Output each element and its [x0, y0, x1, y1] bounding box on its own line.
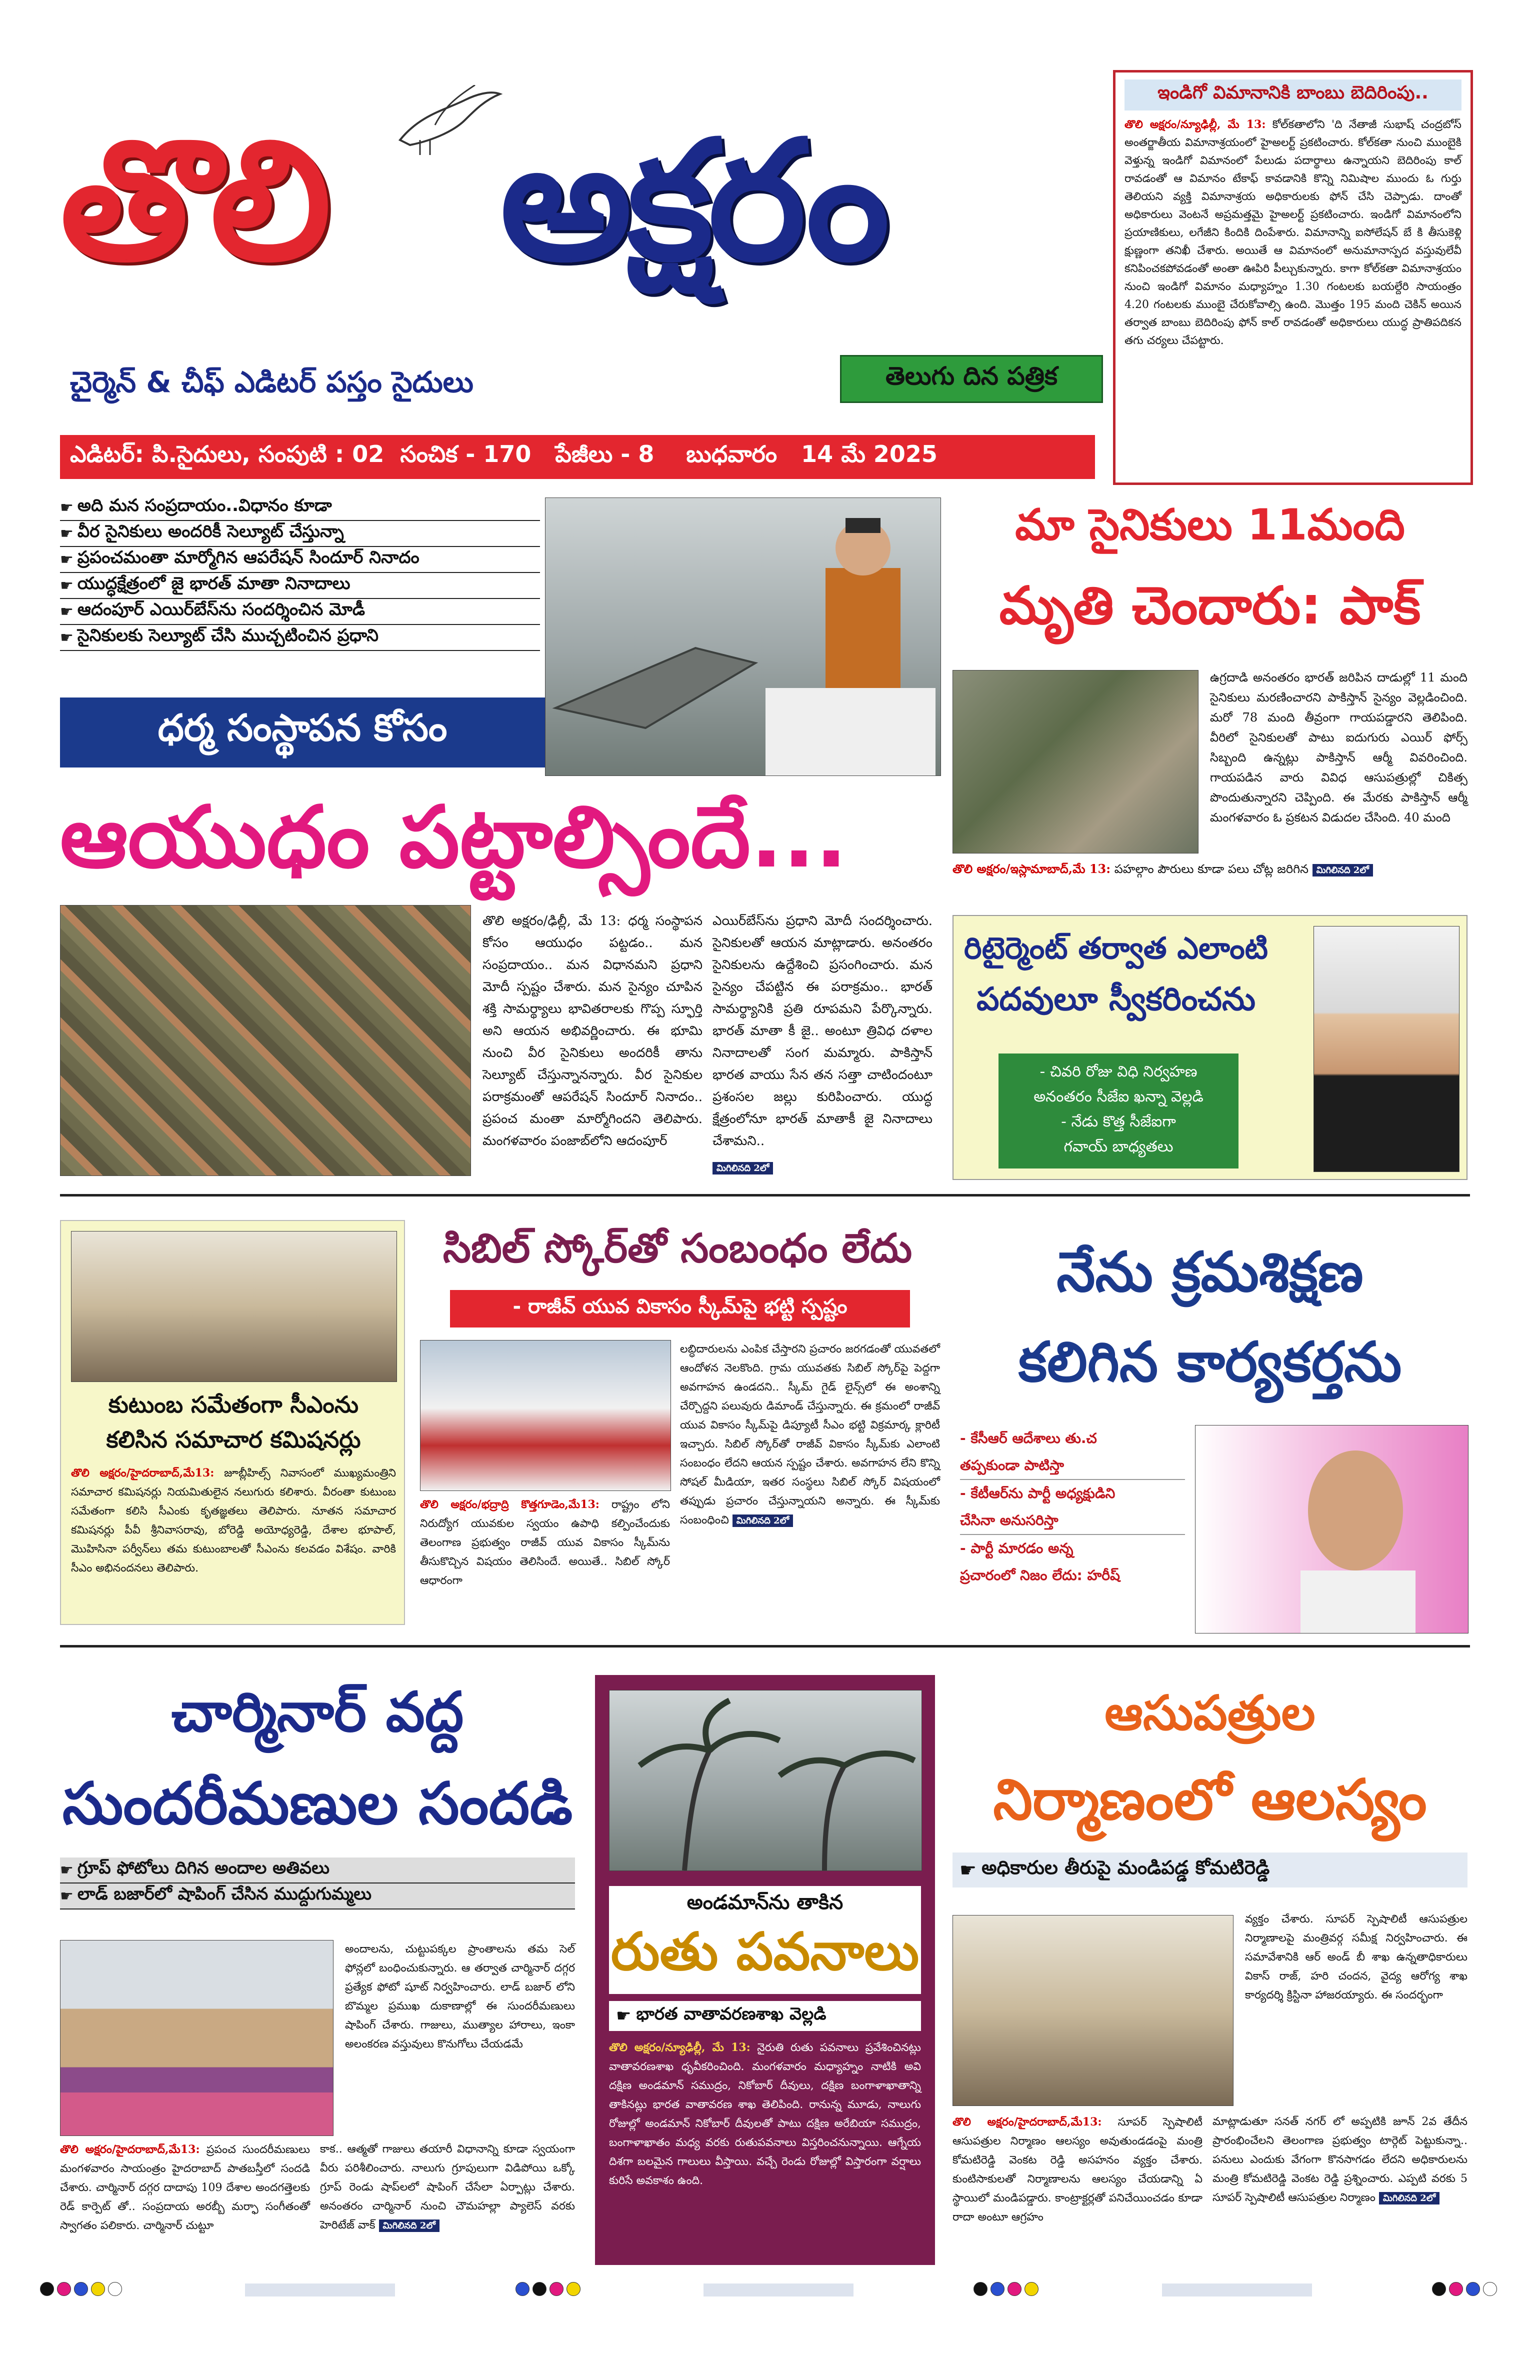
- monsoon-sub: ☛ భారత వాతావరణశాఖ వెల్లడి: [609, 2001, 921, 2031]
- charminar-bullets: [60, 1858, 575, 1910]
- issue-info-bar: ఎడిటర్: పి.సైదులు, సంపుటి : 02 సంచిక - 170 పేజీలు - 8 బుధవారం 14 మే 2025: [60, 435, 1095, 479]
- monsoon-box: [595, 1675, 935, 2265]
- dove-icon: [390, 85, 505, 155]
- retirement-box: [952, 915, 1468, 1180]
- indigo-story-box: [1113, 70, 1473, 485]
- pak-text-1: ఉగ్రదాడి అనంతరం భారత్ జరిపిన దాడుల్లో 11 మంది సైనికులు మరణించారని పాకిస్తాన్ సైన్యం వెల్లడించింది. మరో 78 మంది తీవ్రంగా గాయపడ్డారని తెలిపింది. వీరిలో సైనికులతో పాటు ఐదుగురు ఎయిర్ ఫోర్స్ సిబ్బంది ఉన్నట్లు పాకిస్తాన్ ఆర్మీ వివరించింది. గాయపడిన వారు వివిధ ఆసుపత్రుల్లో చికిత్స పొందుతున్నారని చెప్పింది. ఈ మేరకు పాకిస్తాన్ ఆర్మీ మంగళవారం ఓ ప్రకటన విడుదల చేసింది. 40 మంది: [1210, 670, 1468, 824]
- harish-headline-2: కలిగిన కార్యకర్తను: [1018, 1330, 1402, 1394]
- bullet-point: ☛ వీర సైనికులు అందరికీ సెల్యూట్ చేస్తున్నా: [60, 521, 540, 547]
- charminar-side-text: అందాలను, చుట్టుపక్కల ప్రాంతాలను తమ సెల్ ఫోన్లలో బంధించుకున్నారు. ఆ తర్వాత చార్మినార్ దగ్గర ప్రత్యేక ఫోటో షూట్ నిర్వహించారు. లాడ్ బజార్ లోని బొమ్మల ప్రముఖ దుకాణాల్లో ఈ సుందరీమణులు షాపింగ్ చేశారు. గాజులు, ముత్యాల హారాలు, ఇంకా అలంకరణ వస్తువులు కొనుగోలు చేయడమే: [345, 1943, 575, 2050]
- pak-headline-1: మా సైనికులు 11మంది: [1015, 500, 1405, 550]
- pointing-hand-icon: ☛: [60, 628, 74, 646]
- hospital-meeting-photo: [952, 1915, 1234, 2106]
- family-text: జూబ్లీహిల్స్ నివాసంలో ముఖ్యమంత్రిని సమాచార కమిషనర్లు నియమితులైన నలుగురు కలిశారు. వీరంతా కుటుంబ సమేతంగా కలిసి సీఎంకు కృతజ్ఞతలు తెలిపారు. నూతన సమాచార కమిషనర్లు పీవీ శ్రీనివాసరావు, బోరెడ్డి అయోధ్యరెడ్డి, దేశాల భూపాల్, మొహిసినా పర్వీన్‌లు తమ కుటుంబాలతో సీఎంను కలవడం విశేషం. వారికి సీఎం అభినందనలు తెలిపారు.: [71, 1467, 396, 1574]
- bullet-point: ☛ యుద్ధక్షేత్రంలో జై భారత్ మాతా నినాదాలు: [60, 573, 540, 599]
- charminar-dateline: తొలి అక్షరం/హైదరాబాద్,మే13:: [60, 2143, 200, 2156]
- modi-crowd-photo: [60, 905, 471, 1176]
- indigo-headline: ఇండిగో విమానానికి బాంబు బెదిరింపు..: [1124, 80, 1462, 110]
- main-headline: ఆయుధం పట్టాల్సిందే...: [60, 788, 848, 887]
- family-photo: [71, 1231, 397, 1382]
- bullet-point: ☛ సైనికులకు సెల్యూట్ చేసి ముచ్చటించిన ప్రధాని: [60, 625, 540, 651]
- pointing-hand-icon: ☛: [60, 524, 74, 542]
- charminar-col1: ప్రపంచ సుందరీమణులు మంగళవారం సాయంత్రం హైదరాబాద్ పాతబస్తీలో సందడి చేశారు. చార్మినార్ దగ్గర దాదాపు 109 దేశాల అందగత్తెలకు రెడ్ కార్పెట్ తో.. సంప్రదాయ అరబ్బీ మర్ఫా సంగీతంతో స్వాగతం పలికారు. చార్మినార్ చుట్టూ: [60, 2144, 310, 2232]
- harish-points: - కేసీఆర్ ఆదేశాలు తు.చ తప్పకుండా పాటిస్తా - కేటీఆర్‌ను పార్టీ అధ్యక్షుడిని చేసినా అనుసరిస్తా - పార్టీ మారడం అన్న ప్రచారంలో నిజం లేదు: హరీష్: [960, 1425, 1185, 1589]
- pak-text-2: పహల్గాం పౌరులు కూడా పలు చోట్ల జరిగిన: [1114, 862, 1308, 876]
- continued-label: మిగిలినది 2లో: [379, 2220, 440, 2232]
- section-divider: [60, 1645, 1470, 1648]
- family-box: [60, 1220, 405, 1625]
- charminar-headline-1: చార్మినార్ వద్ద: [171, 1680, 464, 1744]
- indigo-text: కోల్‌కతాలోని 'ది నేతాజీ సుభాష్ చంద్రబోస్ అంతర్జాతీయ విమానాశ్రయంలో హైఅలర్ట్ ప్రకటించారు. కోల్‌కతా నుంచి ముంబైకి వెళ్తున్న ఇండిగో విమానంలో పేలుడు పదార్థాలు ఉన్నాయని బెదిరింపు కాల్ రావడంతో ఆ విమానం టేకాఫ్ కావడానికి కొన్ని నిమిషాల ముందు ఓ గుర్తు తెలియని వ్యక్తి విమానాశ్రయ అధికారులకు ఫోన్ చేసి చెప్పాడు. దాంతో అధికారులు వెంటనే అప్రమత్తమై హైఅలర్ట్ ప్రకటించారు. ఇండిగో విమానంలోని ప్రయాణికులు, లగేజీని కిందికి దింపేశారు. విమానాన్ని ఐసోలేషన్ బే కి తీసుకెళ్లి క్షుణ్ణంగా తనిఖీ చేశారు. అయితే ఆ విమానంలో అనుమానాస్పద వస్తువులేవీ కనిపించకపోవడంతో అంతా ఊపిరి పీల్చుకున్నారు. కాగా కోల్‌కతా విమానాశ్రయం నుంచి ఇండిగో విమానం మధ్యాహ్నం 1.30 గంటలకు బయల్దేరి సాయంత్రం 4.20 గంటలకు ముంబై చేరుకోవాల్సి ఉంది. మొత్తం 195 మంది చెకిన్ అయిన తర్వాత బాంబు బెదిరింపు ఫోన్ కాల్ రావడంతో అధికారులు యుద్ధ ప్రాతిపదికన తగు చర్యలు చేపట్టారు.: [1124, 118, 1462, 347]
- cji-portrait: [1314, 926, 1460, 1172]
- continued-label: మిగిలినది 2లో: [1312, 864, 1373, 876]
- hospital-headline-2: నిర్మాణంలో ఆలస్యం: [993, 1768, 1427, 1832]
- continued-label: మిగిలినది 2లో: [712, 1162, 773, 1174]
- pointing-hand-icon: ☛: [616, 2006, 632, 2026]
- section-divider: [60, 1194, 1470, 1196]
- bullet-point: ☛ గ్రూప్ ఫోటోలు దిగిన అందాల అతివలు: [60, 1858, 575, 1884]
- modi-photo: [545, 498, 941, 776]
- modi-story-col2: ఎయిర్‌బేస్‌ను ప్రధాని మోదీ సందర్శించారు. సైనికులతో ఆయన మాట్లాడారు. అనంతరం సైనికులను ఉద్దేశించి ప్రసంగించారు. మన సైన్యం చేపట్టిన ఈ పరాక్రమం.. భారత్ సామర్థ్యానికి ప్రతి రూపమని పేర్కొన్నారు. భారత్ మాతా కీ జై.. అంటూ త్రివిధ దళాల నినాదాలతో సంగ మమ్మారు. పాకిస్తాన్ భారత వాయు సేన తన సత్తా చాటిందంటూ ప్రశంసల జల్లు కురిపించారు. యుద్ధ క్షేత్రంలోనూ భారత్ మాతాకీ జై నినాదాలు చేశామని..: [712, 914, 932, 1148]
- modi-bullets: [60, 495, 540, 651]
- monsoon-headline: రుతు పవనాలు: [610, 1921, 920, 1982]
- masthead: [60, 75, 1105, 455]
- hospital-col2: మాట్లాడుతూ సనత్ నగర్ లో అప్పటికి జూన్ 2వ తేదీన ప్రారంభించేలని తెలంగాణ ప్రభుత్వం టార్గెట్ పెట్టుకున్నా.. పనులు ఎందుకు వేగంగా కొనసాగడం లేదని అధికారులను మంత్రి కోమటిరెడ్డి వెంకట రెడ్డి ప్రశ్నించారు. ఎప్పటి వరకు 5 సూపర్ స్పెషాలిటీ ఆసుపత్రుల నిర్మాణం: [1212, 2116, 1468, 2204]
- retirement-headline-2: పదవులూ స్వీకరించను: [976, 981, 1256, 1018]
- harish-headline-1: నేను క్రమశిక్షణ: [1056, 1240, 1364, 1304]
- masthead-title-telugu-1: తొలి: [60, 105, 326, 297]
- pak-tank-photo: [952, 670, 1198, 854]
- hospital-sub: ☛ అధికారుల తీరుపై మండిపడ్డ కోమటిరెడ్డి: [952, 1852, 1468, 1888]
- pointing-hand-icon: ☛: [60, 498, 74, 516]
- cibil-headline: సిబిల్ స్కోర్‌తో సంబంధం లేదు: [442, 1225, 912, 1272]
- tagline-badge: తెలుగు దిన పత్రిక: [840, 355, 1103, 403]
- bullet-point: ☛ ప్రపంచమంతా మార్మోగిన ఆపరేషన్ సిందూర్ నినాదం: [60, 547, 540, 573]
- pointing-hand-icon: ☛: [60, 576, 74, 594]
- palm-storm-photo: [609, 1690, 922, 1871]
- family-headline-1: కుటుంబ సమేతంగా సీఎంను: [108, 1391, 359, 1418]
- bullet-point: ☛ అది మన సంప్రదాయం..విధానం కూడా: [60, 495, 540, 521]
- print-registration-marks: [40, 2280, 1500, 2300]
- bullet-point: ☛ లాడ్ బజార్‌లో షాపింగ్ చేసిన ముద్దుగుమ్మలు: [60, 1884, 575, 1910]
- hospital-side-text: వ్యక్తం చేశారు. సూపర్ స్పెషాలిటీ ఆసుపత్రుల నిర్మాణాలపై మంత్రివర్గ సమీక్ష నిర్వహించారు. ఈ సమావేశానికి ఆర్ అండ్ బీ శాఖ ఉన్నతాధికారులు వికాస్ రాజ్, హరి చందన, వైద్య ఆరోగ్య శాఖ కార్యదర్శి క్రిస్టినా హాజరయ్యారు. ఈ సందర్భంగా: [1245, 1913, 1468, 2002]
- continued-label: మిగిలినది 2లో: [1379, 2192, 1440, 2204]
- charminar-headline-2: సుందరీమణుల సందడి: [62, 1770, 573, 1838]
- charminar-photo: [60, 1940, 334, 2136]
- pointing-hand-icon: ☛: [60, 1861, 74, 1879]
- family-headline-2: కలిసిన సమాచార కమిషనర్లు: [106, 1426, 361, 1453]
- pointing-hand-icon: ☛: [60, 1887, 74, 1905]
- masthead-title-telugu-2: అక్షరం: [500, 105, 885, 297]
- monsoon-kicker: అండమాన్‌ను తాకిన: [686, 1891, 844, 1914]
- cibil-col1: రాష్ట్రం లోని నిరుద్యోగ యువకుల స్వయం ఉపాధి కల్పించేందుకు తెలంగాణ ప్రభుత్వం రాజీవ్ యువ వికాసం స్కీమ్‌ను తీసుకొచ్చిన విషయం తెలిసిందే. అయితే.. సిబిల్ స్కోర్ ఆధారంగా: [420, 1498, 670, 1587]
- continued-label: మిగిలినది 2లో: [732, 1514, 793, 1527]
- pointing-hand-icon: ☛: [960, 1859, 977, 1881]
- cibil-photo: [420, 1340, 671, 1491]
- family-dateline: తొలి అక్షరం/హైదరాబాద్,మే13:: [71, 1466, 214, 1480]
- cibil-col2: లబ్ధిదారులను ఎంపిక చేస్తారని ప్రచారం జరగడంతో యువతలో ఆందోళన నెలకొంది. గ్రామ యువతకు సిబిల్ స్కోర్‌పై పెద్దగా అవగాహన ఉండదని.. స్కీమ్ గైడ్ లైన్స్‌లో ఈ అంశాన్ని చేర్చొద్దని పలువురు డిమాండ్ చేస్తున్నారు. ఈ క్రమంలో రాజీవ్ యువ వికాసం స్కీమ్‌పై డిప్యూటీ సీఎం భట్టి విక్రమార్క క్లారిటీ ఇచ్చారు. సిబిల్ స్కోర్‌తో రాజీవ్ వికాసం స్కీమ్‌కు ఎలాంటి సంబంధం లేదని ఆయన స్పష్టం చేశారు. అవగాహన లేని కొన్ని సోషల్ మీడియా, ఇతర సంస్థలు సిబిల్ స్కోర్ విషయంలో తప్పుడు ప్రచారం చేస్తున్నాయని అన్నారు. ఈ స్కీమ్‌కు సంబంధించి: [680, 1343, 940, 1526]
- hospital-col1: సూపర్ స్పెషాలిటీ ఆసుపత్రుల నిర్మాణం ఆలస్యం అవుతుండడంపై మంత్రి కోమటిరెడ్డి వెంకట రెడ్డి అసహనం వ్యక్తం చేశారు. కుంటిసాకులతో నిర్మాణాలను ఆలస్యం చేయడాన్ని ఏ స్థాయిలో మండిపడ్డారు. కాంట్రాక్టర్లతో పనిచేయించడం కూడా రాదా అంటూ ఆగ్రహం: [952, 2116, 1202, 2224]
- hospital-headline-1: ఆసుపత్రుల: [1104, 1685, 1316, 1741]
- monsoon-dateline: తొలి అక్షరం/న్యూఢిల్లీ, మే 13:: [609, 2041, 750, 2054]
- bullet-point: ☛ ఆదంపూర్ ఎయిర్‌బేస్‌ను సందర్శించిన మోడీ: [60, 599, 540, 625]
- pointing-hand-icon: ☛: [60, 550, 74, 568]
- dharma-banner: ధర్మ సంస్థాపన కోసం: [60, 698, 545, 768]
- harish-photo: [1195, 1425, 1468, 1634]
- chairman-line: చైర్మెన్ & చీఫ్ ఎడిటర్ పస్తం సైదులు: [70, 365, 474, 399]
- pak-dateline: తొలి అక్షరం/ఇస్లామాబాద్,మే 13:: [952, 862, 1111, 876]
- cibil-dateline: తొలి అక్షరం/భద్రాద్రి కొత్తగూడెం,మే13:: [420, 1498, 600, 1511]
- retirement-points: - చివరి రోజు విధి నిర్వహణ అనంతరం సీజేఐ ఖన్నా వెల్లడి - నేడు కొత్త సీజేఐగా గవాయ్ బాధ్యతలు: [998, 1054, 1238, 1168]
- indigo-dateline: తొలి అక్షరం/న్యూఢిల్లీ, మే 13:: [1124, 118, 1266, 131]
- pointing-hand-icon: ☛: [60, 602, 74, 620]
- retirement-headline-1: రిటైర్మెంట్ తర్వాత ఎలాంటి: [964, 931, 1268, 966]
- charminar-col2: కాక.. ఆత్మతో గాజులు తయారీ విధానాన్ని కూడా స్వయంగా వీరు పరిశీలించారు. నాలుగు గ్రూపులుగా విడిపోయి ఒక్కో గ్రూప్ రెండు షాప్‌లలో షాపింగ్ చేసేలా ఏర్పాట్లు చేశారు. అనంతరం చార్మినార్ నుంచి చౌమహల్లా ప్యాలెస్ వరకు హెరిటేజ్ వాక్: [320, 2143, 575, 2232]
- modi-story-col1: తొలి అక్షరం/ఢిల్లీ, మే 13: ధర్మ సంస్థాపన కోసం ఆయుధం పట్టడం.. మన సంప్రదాయం.. మన విధానమని ప్రధాని మోదీ స్పష్టం చేశారు. మన సైన్యం చూపిన శక్తి సామర్థ్యాలు భావితరాలకు గొప్ప స్ఫూర్తి అని ఆయన అభివర్ణించారు. ఈ భూమి నుంచి వీర సైనికులు అందరికీ తాను సెల్యూట్ చేస్తున్నానన్నారు. వీర సైనికుల పరాక్రమంతో ఆపరేషన్ సిందూర్ నినాదం.. ప్రపంచ మంతా మార్మోగిందని తెలిపారు. మంగళవారం పంజాబ్‌లోని ఆదంపూర్: [482, 914, 702, 1148]
- pak-headline-2: మృతి చెందారు: పాక్: [999, 575, 1421, 636]
- cibil-sub: - రాజీవ్ యువ వికాసం స్కీమ్‌పై భట్టి స్పష్టం: [450, 1290, 910, 1328]
- monsoon-text: నైరుతి రుతు పవనాలు ప్రవేశించినట్లు వాతావరణశాఖ ధృవీకరించింది. మంగళవారం మధ్యాహ్నం నాటికి అవి దక్షిణ అండమాన్ సముద్రం, నికోబార్ దీవులు, దక్షిణ బంగాళాఖాతాన్ని తాకినట్లు భారత వాతావరణ శాఖ తెలిపింది. రానున్న మూడు, నాలుగు రోజుల్లో అండమాన్ నికోబార్ దీవులతో పాటు దక్షిణ అరేబియా సముద్రం, బంగాళాఖాతం మధ్య వరకు రుతుపవనాలు విస్తరించనున్నాయి. ఆగ్నేయ దిశగా బలమైన గాలులు వీస్తాయి. వచ్చే రెండు రోజుల్లో విస్తారంగా వర్షాలు కురిసే అవకాశం ఉంది.: [609, 2042, 921, 2187]
- hospital-dateline: తొలి అక్షరం/హైదరాబాద్,మే13:: [952, 2116, 1102, 2128]
